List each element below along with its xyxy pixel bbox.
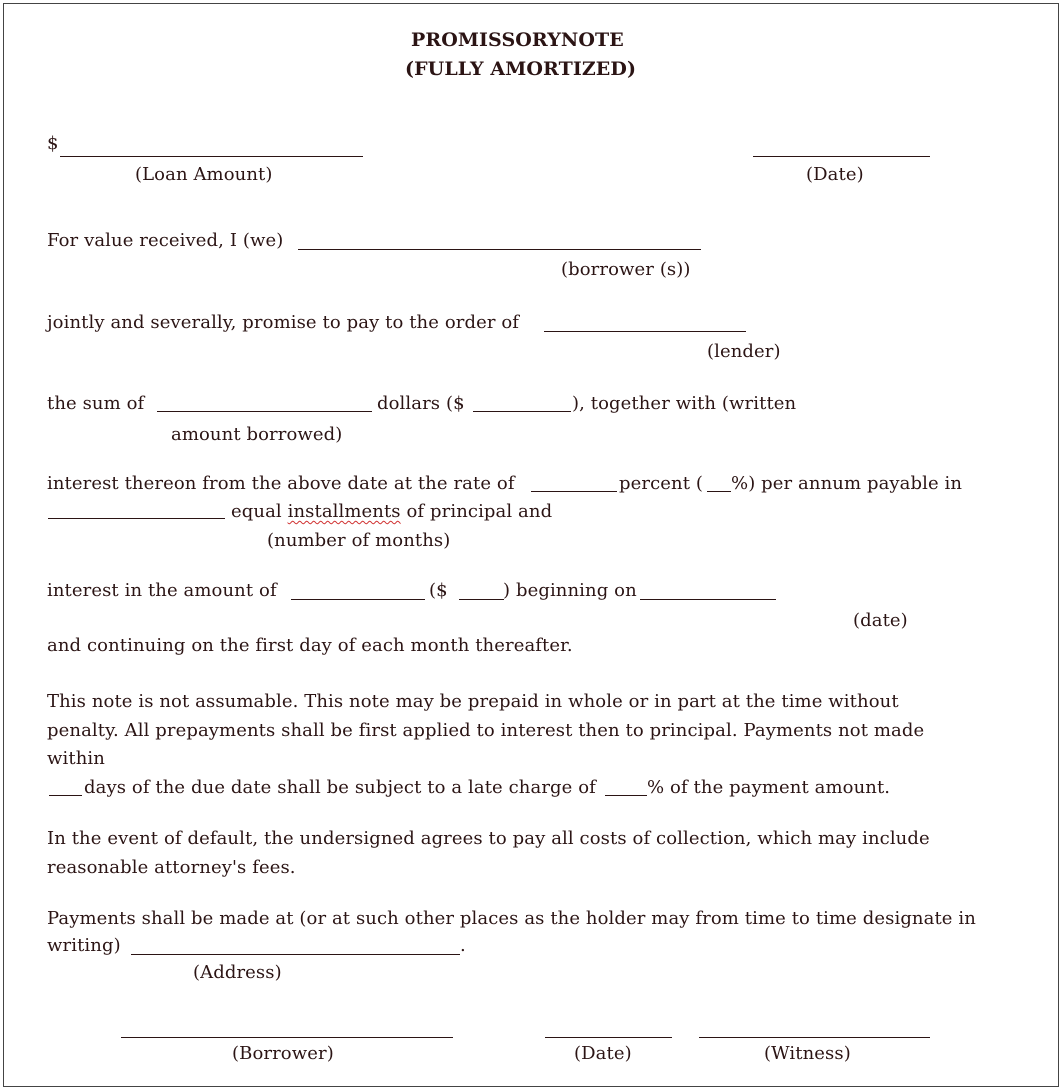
loan-amount-field[interactable] (60, 156, 363, 157)
installment-number-field[interactable] (459, 599, 504, 600)
document-title: PROMISSORYNOTE (411, 29, 624, 51)
signature-date-field[interactable] (545, 1037, 672, 1038)
written-amount-field[interactable] (157, 411, 372, 412)
signature-date-label: (Date) (574, 1043, 632, 1064)
days-due-text: days of the due date shall be subject to a late charge of (84, 777, 596, 798)
address-label: (Address) (193, 962, 282, 983)
equal-installments-text (231, 501, 552, 523)
loan-amount-label: (Loan Amount) (135, 164, 273, 185)
default-line-1: In the event of default, the undersigned agrees to pay all costs of collection, which may include (47, 828, 930, 849)
lender-label: (lender) (707, 341, 781, 362)
address-period: . (460, 935, 466, 956)
payments-line-2: writing) (47, 935, 121, 956)
beginning-date-field[interactable] (640, 599, 776, 600)
paren-dollar-text: ($ (429, 580, 448, 601)
witness-signature-field[interactable] (699, 1037, 930, 1038)
rate-written-field[interactable] (531, 491, 617, 492)
per-annum-text: %) per annum payable in (731, 473, 963, 494)
borrowers-label: (borrower (s)) (561, 259, 691, 280)
payments-line-1: Payments shall be made at (or at such other places as the holder may from time to time designate in (47, 908, 976, 929)
value-received-text: For value received, I (we) (47, 230, 284, 251)
late-charge-field[interactable] (605, 795, 647, 796)
address-field[interactable] (131, 954, 460, 955)
number-of-months-label: (number of months) (267, 530, 451, 551)
beginning-on-text: ) beginning on (503, 580, 637, 601)
assumable-line-2: penalty. All prepayments shall be first applied to interest then to principal. Payments not made (47, 720, 925, 741)
amount-borrowed-label: amount borrowed) (171, 424, 343, 445)
default-line-2: reasonable attorney's fees. (47, 857, 296, 878)
beginning-date-label: (date) (853, 610, 908, 631)
rate-number-field[interactable] (707, 491, 731, 492)
installment-written-field[interactable] (291, 599, 425, 600)
dollars-text: dollars ($ (377, 393, 465, 414)
numeric-amount-field[interactable] (473, 411, 571, 412)
assumable-line-1: This note is not assumable. This note may be prepaid in whole or in part at the time without (47, 691, 899, 712)
percent-payment-text: % of the payment amount. (647, 777, 891, 798)
installments-word: installments (287, 501, 401, 522)
date-label: (Date) (806, 164, 864, 185)
assumable-line-3: within (47, 748, 105, 769)
borrower-signature-field[interactable] (121, 1037, 453, 1038)
days-field[interactable] (49, 795, 82, 796)
interest-rate-text: interest thereon from the above date at the rate of (47, 473, 515, 494)
percent-text: percent ( (619, 473, 703, 494)
currency-symbol: $ (47, 133, 59, 154)
borrower-signature-label: (Borrower) (232, 1043, 334, 1064)
lender-field[interactable] (544, 331, 746, 332)
interest-amount-text: interest in the amount of (47, 580, 277, 601)
equal-word: equal (231, 501, 282, 522)
date-field[interactable] (753, 156, 930, 157)
document-subtitle: (FULLY AMORTIZED) (405, 58, 637, 80)
sum-of-text: the sum of (47, 393, 145, 414)
continuing-text: and continuing on the first day of each month thereafter. (47, 635, 573, 656)
together-with-text: ), together with (written (572, 393, 797, 414)
witness-signature-label: (Witness) (764, 1043, 851, 1064)
months-field[interactable] (48, 518, 225, 519)
of-principal-text: of principal and (406, 501, 553, 522)
borrowers-field[interactable] (298, 249, 701, 250)
jointly-text: jointly and severally, promise to pay to the order of (47, 312, 520, 333)
